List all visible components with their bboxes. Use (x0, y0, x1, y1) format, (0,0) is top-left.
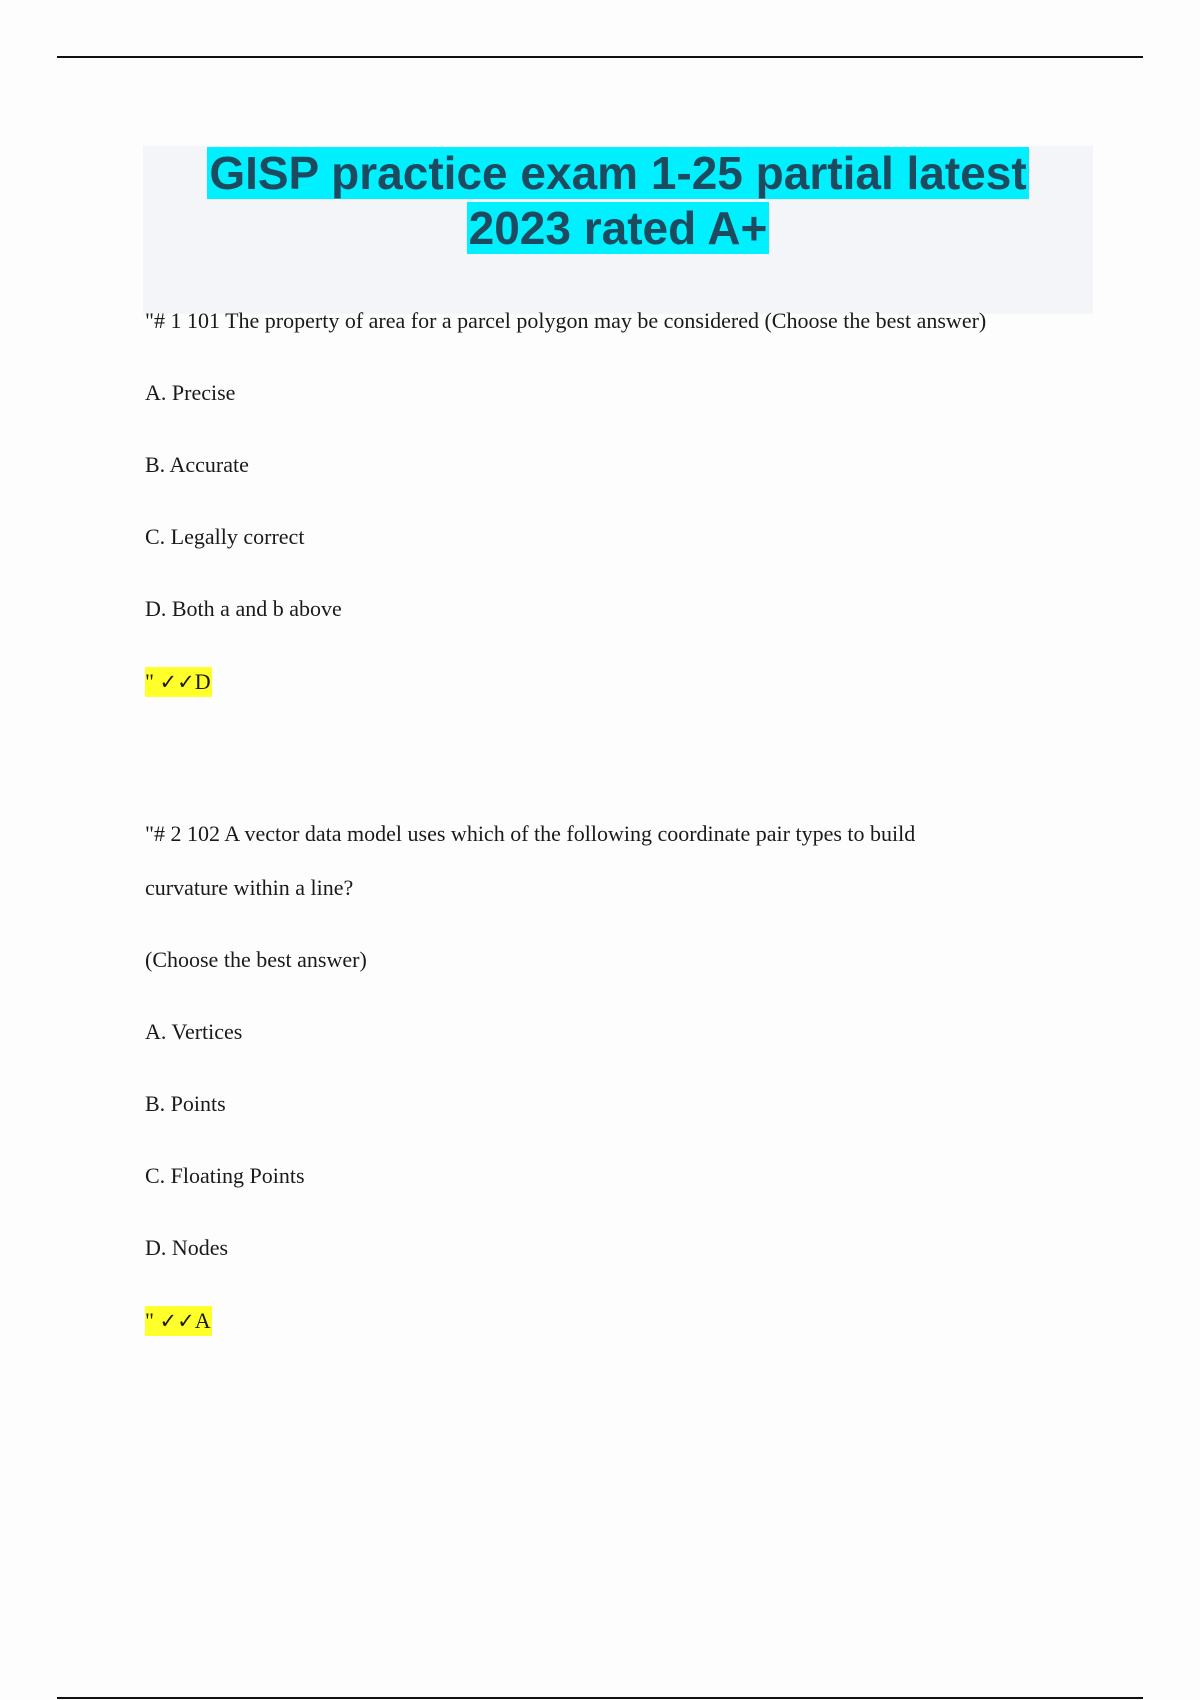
question-2-answer (145, 1306, 212, 1336)
question-1-answer (145, 667, 212, 697)
answer-letter: D (194, 669, 211, 694)
question-2-option-c: C. Floating Points (145, 1163, 305, 1188)
title-line-1: GISP practice exam 1-25 partial latest (209, 147, 1027, 199)
answer-prefix: " (145, 669, 160, 694)
footer-rule (57, 1697, 1143, 1699)
question-1-prompt: "# 1 101 The property of area for a parcel polygon may be considered (Choose the best answer) (145, 308, 987, 333)
question-2-option-b: B. Points (145, 1091, 226, 1116)
question-2-prompt-line-3: (Choose the best answer) (145, 947, 367, 972)
question-1-option-c: C. Legally correct (145, 524, 305, 549)
question-2-prompt-line-2: curvature within a line? (145, 875, 354, 900)
question-2-prompt-line-1: "# 2 102 A vector data model uses which of the following coordinate pair types to build (145, 821, 916, 846)
question-1-option-a: A. Precise (145, 380, 236, 405)
answer-highlight (145, 1306, 212, 1336)
question-1-option-d: D. Both a and b above (145, 596, 342, 621)
double-check-icon: ✓✓ (159, 1309, 195, 1333)
header-rule (57, 56, 1143, 58)
title-line-2: 2023 rated A+ (468, 202, 768, 254)
answer-highlight (145, 667, 212, 697)
document-title (143, 146, 1093, 256)
question-2-option-d: D. Nodes (145, 1235, 229, 1260)
question-2-option-a: A. Vertices (145, 1019, 243, 1044)
double-check-icon: ✓✓ (159, 670, 195, 694)
answer-prefix: " (145, 1308, 160, 1333)
question-1-option-b: B. Accurate (145, 452, 249, 477)
answer-letter: A (194, 1308, 211, 1333)
title-block (143, 146, 1093, 314)
